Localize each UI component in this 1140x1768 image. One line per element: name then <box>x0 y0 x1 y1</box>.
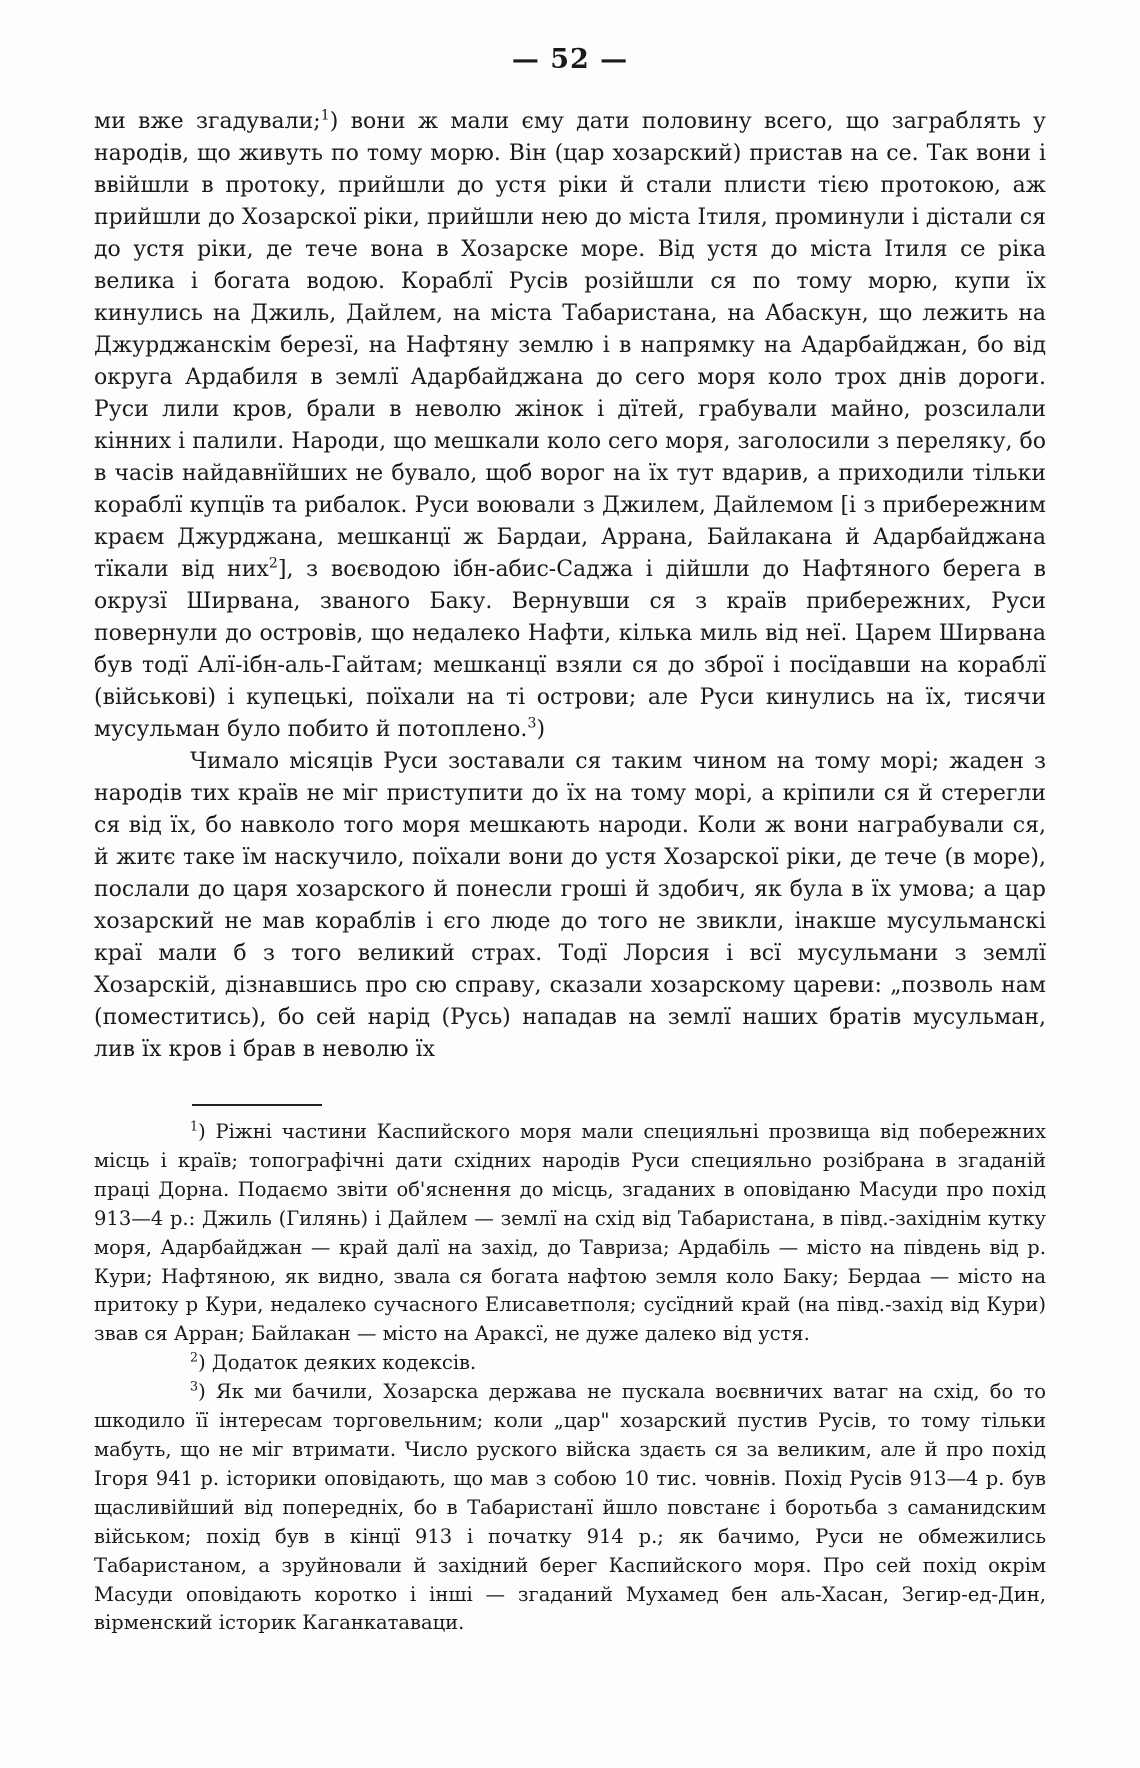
footnote-text: ) Ріжні частини Каспийского моря мали специяльні прозвища від побережних місць і країв; топографічні дати східних народів Руси специяльно розібрана в згаданій праці Дорна. Подаємо звіти об'яснення до місць, згаданих в оповіданю Масуди про похід 913—4 р.: Джиль (Гилянь) і Дайлем — землї на схід від Табаристана, в півд.-західнім кутку моря, Адарбайджан — край далї на захід, до Тавриза; Ардабіль — місто на південь від р. Кури; Нафтяною, як видно, звала ся богата нафтою земля коло Баку; Бердаа — місто на притоку р Кури, недалеко сучасного Елисаветполя; сусїдний край (на півд.-захід від Кури) звав ся Арран; Байлакан — місто на Араксї, не дуже далеко від устя. <box>94 1120 1046 1346</box>
footnote-ref-3: 3 <box>527 715 537 732</box>
paragraph-text: ) <box>536 717 546 742</box>
footnote-3 <box>94 1378 1046 1638</box>
footnote-2 <box>94 1349 1046 1378</box>
footnotes <box>94 1118 1046 1638</box>
paragraph-text: ми вже згадували; <box>94 109 321 134</box>
footnote-ref-1: 1 <box>320 107 330 124</box>
footnote-1 <box>94 1118 1046 1349</box>
main-text <box>94 106 1046 1066</box>
main-paragraph-2: Чимало місяців Руси зоставали ся таким чином на тому морі; жаден з народів тих країв не міг приступити до їх на тому морі, а кріпили ся й стерегли ся від їх, бо навколо того моря мешкають народи. Коли ж вони награбували ся, й житє таке їм наскучило, поїхали вони до устя Хозарскої ріки, де тече (в море), послали до царя хозарского й понесли гроші й здобич, як була в їх умова; а цар хозарский не мав кораблів і єго люде до того не звикли, інакше мусульманскі краї мали б з того великий страх. Тодї Лорсия і всї мусульмани з землї Хозарскій, дізнавшись про сю справу, сказали хозарскому цареви: „позволь нам (поместитись), бо сей нарід (Русь) нападав на землї наших братів мусульман, лив їх кров і брав в неволю їх <box>94 749 1046 1062</box>
paragraph-text: ) вони ж мали єму дати половину всего, що заграблять у народів, що живуть по тому морю. Він (цар хозарский) пристав на се. Так вони і ввійшли в протоку, прийшли до устя ріки й стали плисти тією протокою, аж прийшли до Хозарскої ріки, прийшли нею до міста Ітиля, проминули і дістали ся до устя ріки, де тече вона в Хозарске море. Від устя до міста Ітиля се ріка велика і богата водою. Кораблї Русів розійшли ся по тому морю, купи їх кинулись на Джиль, Дайлем, на міста Табаристана, на Абаскун, що лежить на Джурджанскім березї, на Нафтяну землю і в напрямку на Адарбайджан, бо від округа Ардабиля в землї Адарбайджана до сего моря коло трох днів дороги. Руси лили кров, брали в неволю жінок і дїтей, грабували майно, розсилали кінних і палили. Народи, що мешкали коло сего моря, заголосили з переляку, бо в часів найдавнїйших не бувало, щоб ворог на їх тут вдарив, а приходили тільки кораблї купцїв та рибалок. Руси воювали з Джилем, Дайлемом [і з прибережним краєм Джурджана, мешканцї ж Бардаи, Аррана, Байлакана й Адарбайджана тїкали від них <box>94 109 1046 582</box>
footnote-text: ) Додаток деяких кодексів. <box>198 1351 477 1375</box>
main-paragraph-1 <box>94 106 1046 746</box>
footnote-ref-2: 2 <box>268 555 278 572</box>
paragraph-text: ], з воєводою ібн-абис-Саджа і дійшли до Нафтяного берега в окрузї Ширвана, званого Баку. Вернувши ся з країв прибережних, Руси повернули до островів, що недалеко Нафти, кілька миль від неї. Царем Ширвана був тодї Алї-ібн-аль-Гайтам; мешканцї взяли ся до зброї і посїдавши на кораблї (військові) і купецькі, поїхали на ті острови; але Руси кинулись на їх, тисячи мусульман було побито й потоплено. <box>94 557 1047 742</box>
footnote-mark: 3 <box>190 1378 199 1394</box>
page-number: — 52 — <box>511 44 629 75</box>
footnote-divider <box>192 1104 322 1106</box>
footnote-text: ) Як ми бачили, Хозарска держава не пускала воєвничих ватаг на схід, бо то шкодило її інтересам торговельним; коли „цар" хозарский пустив Русів, то тому тільки мабуть, що не міг втримати. Число руского війска здаєть ся за великим, але й про похід Ігоря 941 р. історики оповідають, що мав з собою 10 тис. човнів. Похід Русів 913—4 р. був щасливійший від попередніх, бо в Табаристанї йшло повстанє і боротьба з саманидским військом; похід був в кінцї 913 і початку 914 р.; як бачимо, Руси не обмежились Табаристаном, а зруйновали й західний берег Каспийского моря. Про сей похід окрім Масуди оповідають коротко і інші — згаданий Мухамед бен аль-Хасан, Зегир-ед-Дин, вірменский історик Каганкатаваци. <box>94 1380 1046 1635</box>
footnote-mark: 1 <box>190 1118 199 1134</box>
footnote-mark: 2 <box>190 1349 199 1365</box>
